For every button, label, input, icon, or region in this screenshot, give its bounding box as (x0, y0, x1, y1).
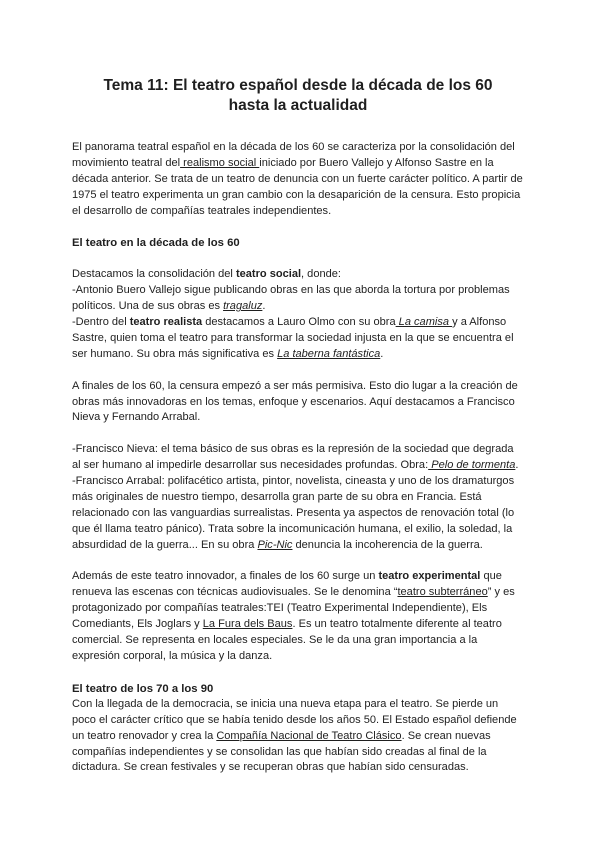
fura-dels-baus-link[interactable]: La Fura dels Baus (202, 618, 293, 631)
teatro-subterraneo-link[interactable]: teatro subterráneo (397, 586, 488, 599)
text-run: . (515, 459, 519, 472)
text-run: -Dentro del (72, 316, 130, 329)
text-run: denuncia la incoherencia de la guerra. (292, 538, 483, 551)
text-run: . (262, 300, 266, 313)
text-run: que renueva las escenas con técnicas audiovisuales. Se le denomina “ (72, 570, 502, 599)
intro-paragraph (72, 140, 524, 220)
bold-term: teatro social (235, 268, 302, 281)
text-run: -Antonio Buero Vallejo sigue publicando obras en las que aborda la tortura por problemas políticos. Una de sus obras es (72, 284, 510, 313)
text-run: destacamos a Lauro Olmo con su obra (202, 316, 396, 329)
work-title-link[interactable]: La camisa (395, 316, 453, 329)
paragraph-buero-vallejo (72, 283, 524, 315)
text-run: -Francisco Nieva: el tema básico de sus obras es la represión de la sociedad que degrada al ser humano al impedirle desarrollar sus necesidades profundas. Obra: (72, 443, 514, 472)
document-page (72, 76, 524, 776)
text-run: y a Alfonso Sastre, quien toma el teatro para transformar la sociedad injusta en la que se encuentra el ser humano. Su obra más significativa es (72, 316, 514, 360)
text-run: Además de este teatro innovador, a finales de los 60 surge un (72, 570, 379, 583)
work-title-link[interactable]: Pic-Nic (257, 538, 293, 551)
bold-term: teatro realista (129, 316, 203, 329)
bold-term: teatro experimental (378, 570, 481, 583)
paragraph-democracia (72, 697, 524, 777)
paragraph-arrabal (72, 474, 524, 554)
realismo-social-link[interactable]: realismo social (180, 156, 260, 169)
compania-nacional-link[interactable]: Compañía Nacional de Teatro Clásico (216, 729, 402, 742)
text-run: . Se crean nuevas compañías independientes y se consolidan las que habían sido creadas al final de la dictadura. Se crean festivales y se recuperan obras que habían sido censuradas. (72, 729, 491, 774)
page-title: Tema 11: El teatro español desde la década de los 60 hasta la actualidad (103, 77, 493, 114)
text-run: . Es un teatro totalmente diferente al teatro comercial. Se representa en locales especiales. Se le da una gran importancia a la expresión corporal, la música y la danza. (72, 618, 502, 663)
section-heading-70s-90s: El teatro de los 70 a los 90 (72, 682, 214, 695)
paragraph-teatro-experimental (72, 569, 524, 664)
paragraph-teatro-social (72, 267, 524, 283)
text-run: Con la llegada de la democracia, se inicia una nueva etapa para el teatro. Se pierde un poco el carácter crítico que se había tenido desde los años 50. El Estado español defiende un teatro renovador y crea la (72, 697, 517, 742)
paragraph-teatro-realista (72, 315, 524, 363)
text-run: ” y es protagonizado por compañías teatrales:TEI (Teatro Experimental Independiente), Els Comediants, Els Joglars y (72, 586, 515, 631)
text-run: iniciado por Buero Vallejo y Alfonso Sastre en la década anterior. Se trata de un teatro de denuncia con un fuerte carácter político. A partir de 1975 el teatro experimenta un gran cambio con la desaparición de la censura. Esto propicia el desarrollo de compañías teatrales independientes. (72, 156, 523, 217)
text-run: , donde: (301, 268, 341, 281)
paragraph-censura: A finales de los 60, la censura empezó a ser más permisiva. Esto dio lugar a la creación de obras más innovadoras en los temas, enfoque y escenarios. Aquí destacamos a Francisco Nieva y Fernando Arrabal. (72, 379, 518, 424)
text-run: Destacamos la consolidación del (72, 268, 236, 281)
text-run: . (380, 347, 384, 360)
work-title-link[interactable]: La taberna fantástica (277, 347, 381, 360)
text-run: El panorama teatral español en la década de los 60 se caracteriza por la consolidación del movimiento teatral del (72, 141, 515, 169)
work-title-link[interactable]: tragaluz (223, 300, 263, 313)
paragraph-nieva (72, 442, 524, 474)
section-heading-60s: El teatro en la década de los 60 (72, 237, 240, 250)
text-run: -Francisco Arrabal: polifacético artista, pintor, novelista, cineasta y uno de los dramaturgos más originales de nuestro tiempo, desarrolla gran parte de su obra en Francia. Está relacionado con las vanguardias surrealistas. Presenta ya aspectos de renovación total (lo que él llama teatro pánico). Trata sobre la incomunicación humana, el exilio, la soledad, la absurdidad de la guerra... En su obra (72, 475, 515, 551)
work-title-link[interactable]: Pelo de tormenta (428, 459, 516, 472)
